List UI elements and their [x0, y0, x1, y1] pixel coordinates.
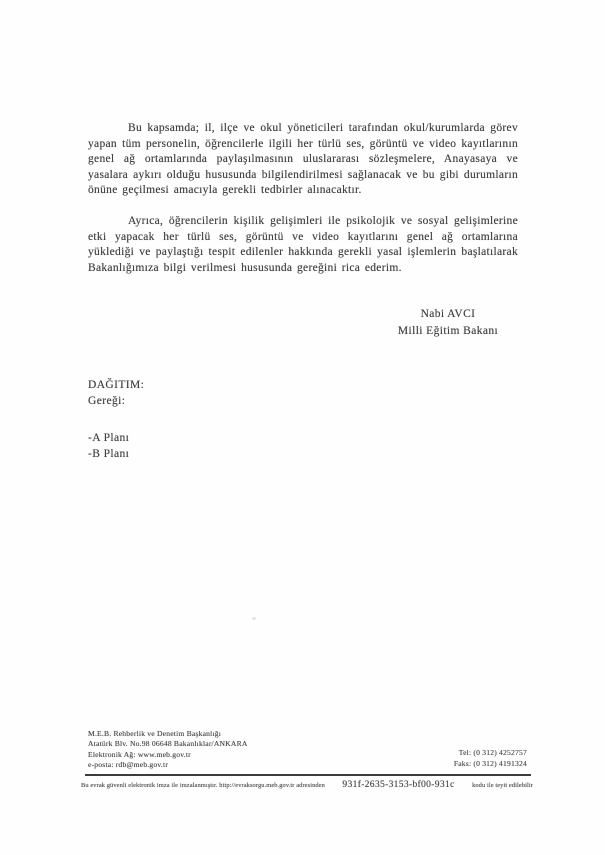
footer-divider-line: [85, 774, 531, 776]
verification-prefix: Bu evrak güvenli elektronik imza ile imzalanmıştır. http://evraksorgu.meb.gov.tr adresinden: [81, 782, 325, 789]
verification-suffix: kodu ile teyit edilebilir: [472, 782, 533, 789]
footer-department: M.E.B. Rehberlik ve Denetim Başkanlığı: [88, 729, 222, 738]
e-signature-verification-line: [81, 779, 533, 790]
body-paragraph-2: Ayrıca, öğrencilerin kişilik gelişimleri ile psikolojik ve sosyal gelişimlerine etki yapacak her türlü ses, görüntü ve video kayıtlarını genel ağ ortamlarına yüklediği ve paylaştığı tespit edilenler hakkında gerekli yasal işlemlerin başlatılarak Bakanlığımıza bilgi verilmesi hususunda gereğini rica ederim.: [88, 214, 518, 274]
distribution-subheading: Gereği:: [88, 394, 126, 407]
distribution-heading: DAĞITIM:: [88, 379, 145, 391]
scan-artifact-speck: [252, 617, 256, 620]
footer-fax: Faks: (0 312) 4191324: [453, 758, 527, 768]
letter-body: [88, 121, 518, 276]
signatory-title: Milli Eğitim Bakanı: [397, 324, 499, 337]
distribution-item-a: -A Planı: [88, 432, 130, 444]
body-paragraph-1: Bu kapsamda; il, ilçe ve okul yöneticileri tarafından okul/kurumlarda görev yapan tüm personelin, öğrencilerle ilgili her türlü ses, görüntü ve video kayıtlarının genel ağ ortamlarında paylaşılmasının uluslararası sözleşmelere, Anayasaya ve yasalara aykırı olduğu hususunda bilgilendirilmesi sağlanacak ve bu gibi durumların önüne geçilmesi amacıyla gerekli tedbirler alınacaktır.: [88, 122, 518, 197]
verification-code: 931f-2635-3153-bf00-931c: [342, 779, 455, 790]
distribution-block: [88, 378, 144, 462]
footer-tel: Tel: (0 312) 4252757: [458, 748, 527, 757]
footer-email: e-posta: rdb@meb.gov.tr: [88, 760, 169, 770]
distribution-item-b: -B Planı: [88, 447, 130, 460]
footer-web: Elektronik Ağ: www.meb.gov.tr: [88, 749, 191, 759]
distribution-items: [88, 431, 144, 462]
footer-contact-block: [454, 748, 527, 769]
signature-block: [363, 306, 533, 339]
signatory-name: Nabi AVCI: [420, 308, 476, 320]
footer-address: Atatürk Blv. No.98 06648 Bakanlıklar/ANKARA: [88, 739, 248, 749]
